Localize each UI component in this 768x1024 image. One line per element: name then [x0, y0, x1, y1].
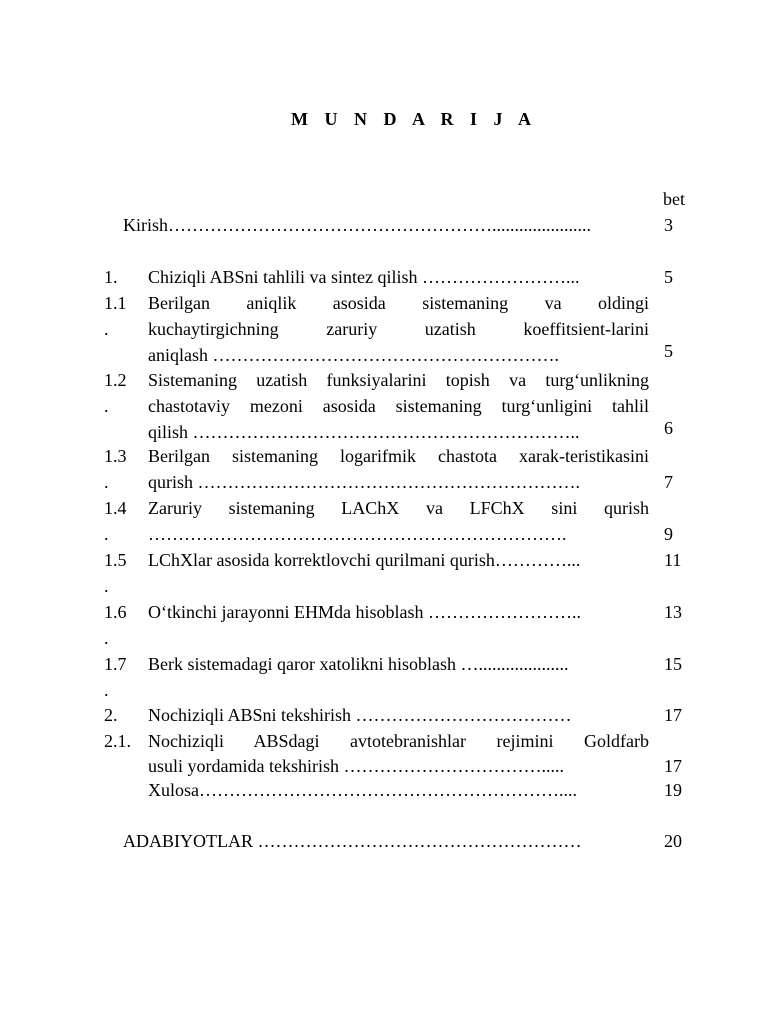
toc-entry-num: 1.4: [104, 498, 127, 518]
toc-entry-num: 2.1.: [104, 731, 131, 751]
toc-entry-text[interactable]: Berilgan sistemaning logarifmik chastota xarak-teristikasini: [148, 446, 649, 466]
bet-label: bet: [663, 189, 685, 209]
toc-entry-text[interactable]: Nochiziqli ABSni tekshirish ………………………………: [148, 705, 572, 725]
toc-entry-text[interactable]: …………………………………………………………….: [148, 524, 567, 544]
toc-entry-num-tail: .: [104, 628, 109, 648]
toc-entry-page: 6: [664, 418, 673, 438]
toc-entry-page: 15: [664, 654, 682, 674]
toc-entry-text[interactable]: kuchaytirgichning zaruriy uzatish koeffitsient-larini: [148, 319, 649, 339]
toc-entry-text[interactable]: aniqlash ………………………………………………….: [148, 345, 559, 365]
toc-entry-page: 19: [664, 780, 682, 800]
toc-entry-num-tail: .: [104, 576, 109, 596]
toc-intro-page: 3: [664, 215, 673, 235]
toc-entry-text[interactable]: Zaruriy sistemaning LAChX va LFChX sini qurish: [148, 498, 649, 518]
toc-entry-num: 2.: [104, 705, 118, 725]
toc-entry-text[interactable]: qilish ………………………………………………………..: [148, 422, 580, 442]
toc-entry-num-tail: .: [104, 680, 109, 700]
toc-entry-page: 9: [664, 524, 673, 544]
toc-entry-page: 11: [664, 550, 682, 570]
toc-entry-text[interactable]: Sistemaning uzatish funksiyalarini topish va turg‘unlikning: [148, 370, 649, 390]
toc-entry-text[interactable]: Berk sistemadagi qaror xatolikni hisoblash …....................: [148, 654, 569, 674]
toc-entry-text[interactable]: qurish ……………………………………………………….: [148, 472, 580, 492]
toc-entry-page: 7: [664, 472, 673, 492]
toc-references-page: 20: [664, 831, 682, 851]
toc-references-text[interactable]: ADABIYOTLAR ………………………………………………: [123, 831, 582, 851]
toc-entry-page: 17: [664, 705, 682, 725]
toc-entry-num-tail: .: [104, 524, 109, 544]
toc-entry-text[interactable]: Chiziqli ABSni tahlili va sintez qilish ……………………...: [148, 267, 580, 287]
toc-entry-text[interactable]: Berilgan aniqlik asosida sistemaning va oldingi: [148, 293, 649, 313]
toc-entry-num-tail: .: [104, 396, 109, 416]
toc-entry-text[interactable]: Nochiziqli ABSdagi avtotebranishlar rejimini Goldfarb: [148, 731, 649, 751]
toc-entry-text[interactable]: usuli yordamida tekshirish …………………………….....: [148, 756, 564, 776]
toc-entry-text[interactable]: O‘tkinchi jarayonni EHMda hisoblash ……………………..: [148, 602, 581, 622]
toc-entry-page: 5: [664, 341, 673, 361]
toc-entry-num-tail: .: [104, 472, 109, 492]
toc-entry-page: 13: [664, 602, 682, 622]
toc-entry-num: 1.6: [104, 602, 127, 622]
toc-entry-text[interactable]: LChXlar asosida korrektlovchi qurilmani qurish…………...: [148, 550, 581, 570]
toc-entry-num: 1.2: [104, 370, 127, 390]
toc-entry-num: 1.5: [104, 550, 127, 570]
toc-entry-num: 1.: [104, 267, 118, 287]
toc-entry-text[interactable]: chastotaviy mezoni asosida sistemaning turg‘unligini tahlil: [148, 396, 649, 416]
toc-entry-num: 1.7: [104, 654, 127, 674]
toc-entry-num-tail: .: [104, 319, 109, 339]
toc-entry-num: 1.1: [104, 293, 127, 313]
page-title: M U N D A R I J A: [290, 109, 537, 129]
toc-entry-num: 1.3: [104, 446, 127, 466]
toc-intro-text[interactable]: Kirish………………………………………………......................: [123, 215, 591, 235]
toc-entry-page: 17: [664, 756, 682, 776]
toc-entry-page: 5: [664, 267, 673, 287]
toc-entry-text[interactable]: Xulosa……………………………………………………....: [148, 780, 577, 800]
